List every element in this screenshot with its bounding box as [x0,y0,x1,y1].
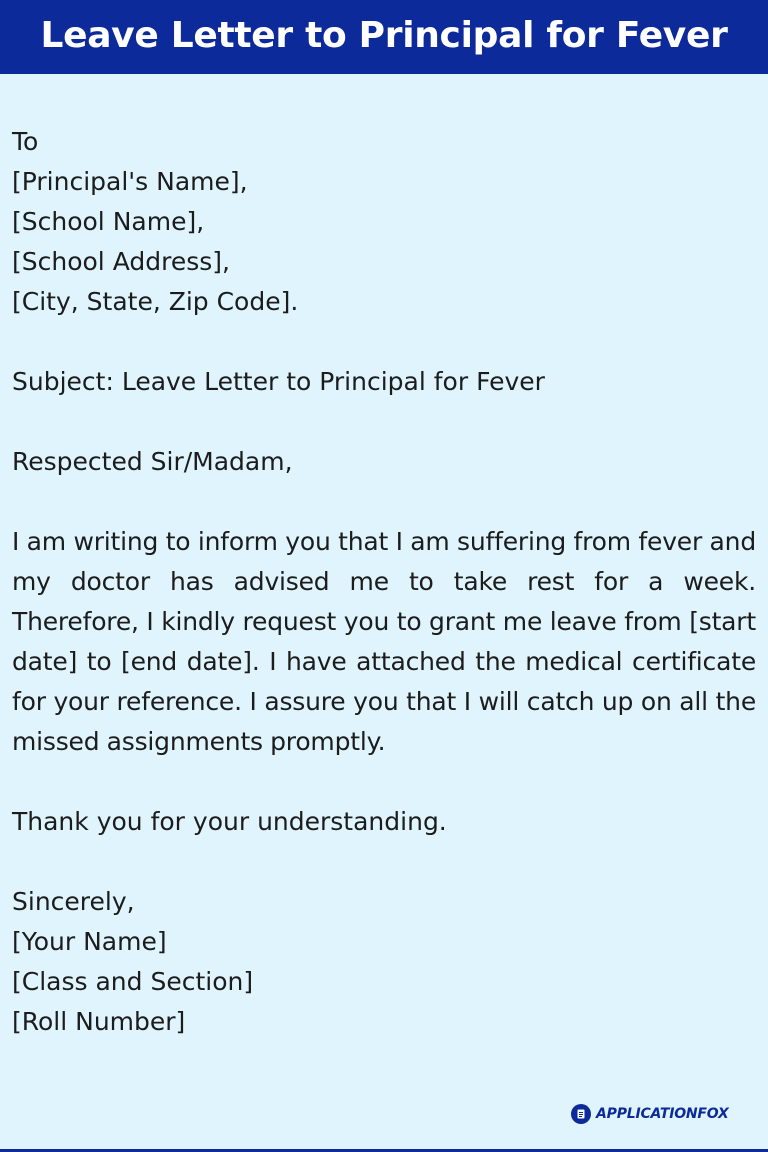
letter-closing: Sincerely, [12,887,135,916]
title-banner [0,0,768,74]
page-title: Leave Letter to Principal for Fever [40,14,728,56]
recipient-city-state-zip: [City, State, Zip Code]. [12,287,299,316]
signature-class-section: [Class and Section] [12,967,254,996]
letter-body-paragraph: I am writing to inform you that I am suffering from fever and my doctor has advised me to take rest for a week. Therefore, I kindly request you to grant me leave from [start date] to [end date]. I have attached the medical certificate for your reference. I assure you that I will catch up on all the missed assignments promptly. [12,527,756,756]
signature-name: [Your Name] [12,927,167,956]
spacer [12,482,756,522]
brand-logo [571,1102,729,1126]
letter-thanks: Thank you for your understanding. [12,807,447,836]
spacer [12,842,756,882]
letter-salutation: Respected Sir/Madam, [12,447,293,476]
signature-roll-number: [Roll Number] [12,1007,186,1036]
document-icon [571,1104,591,1124]
recipient-school-address: [School Address], [12,247,230,276]
letter-body [12,122,756,1042]
spacer [12,402,756,442]
recipient-to: To [12,127,39,156]
recipient-principal-name: [Principal's Name], [12,167,248,196]
recipient-school-name: [School Name], [12,207,205,236]
brand-name: APPLICATIONFOX [596,1106,729,1122]
spacer [12,762,756,802]
letter-subject: Subject: Leave Letter to Principal for Fever [12,367,545,396]
spacer [12,322,756,362]
